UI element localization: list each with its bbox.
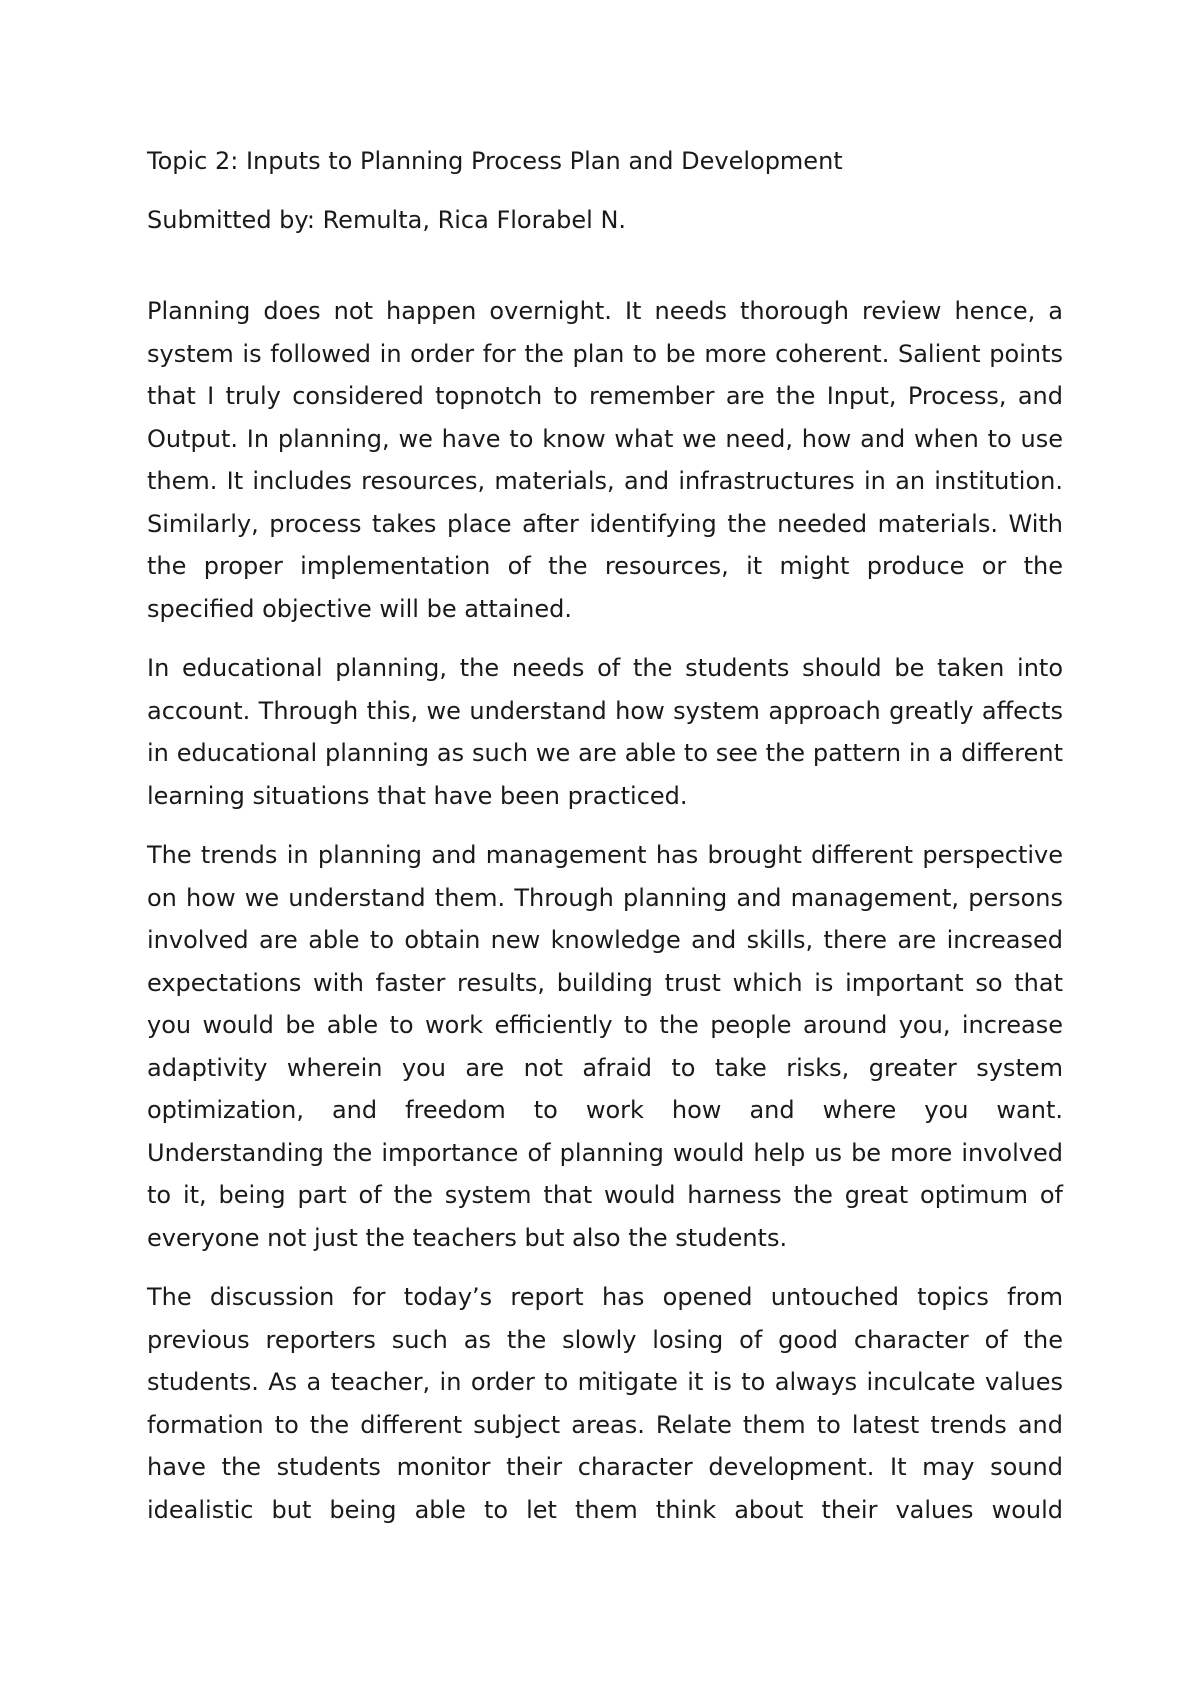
- paragraph-values-formation: The discussion for today’s report has opened untouched topics from previous reporters such as the slowly losing of good character of the students. As a teacher, in order to mitigate it is to always inculcate values formation to the different subject areas. Relate them to latest trends and have the students monitor their character development. It may sound idealistic but being able to let them think about their values would: [147, 1283, 1063, 1524]
- document-title: Topic 2: Inputs to Planning Process Plan and Development: [147, 147, 843, 175]
- paragraph-educational-planning: In educational planning, the needs of the students should be taken into account. Through this, we understand how system approach greatly affects in educational planning as such we are able to see the pattern in a different learning situations that have been practiced.: [147, 654, 1063, 810]
- document-body: [147, 140, 1063, 1548]
- paragraph-trends-planning-management: The trends in planning and management has brought different perspective on how we understand them. Through planning and management, persons involved are able to obtain new knowledge and skills, there are increased expectations with faster results, building trust which is important so that you would be able to work efficiently to the people around you, increase adaptivity wherein you are not afraid to take risks, greater system optimization, and freedom to work how and where you want. Understanding the importance of planning would help us be more involved to it, being part of the system that would harness the great optimum of everyone not just the teachers but also the students.: [147, 841, 1063, 1252]
- submitted-by-line: Submitted by: Remulta, Rica Florabel N.: [147, 206, 627, 234]
- paragraph-inputs-process-output: Planning does not happen overnight. It needs thorough review hence, a system is followed in order for the plan to be more coherent. Salient points that I truly considered topnotch to remember are the Input, Process, and Output. In planning, we have to know what we need, how and when to use them. It includes resources, materials, and infrastructures in an institution. Similarly, process takes place after identifying the needed materials. With the proper implementation of the resources, it might produce or the specified objective will be attained.: [147, 297, 1063, 623]
